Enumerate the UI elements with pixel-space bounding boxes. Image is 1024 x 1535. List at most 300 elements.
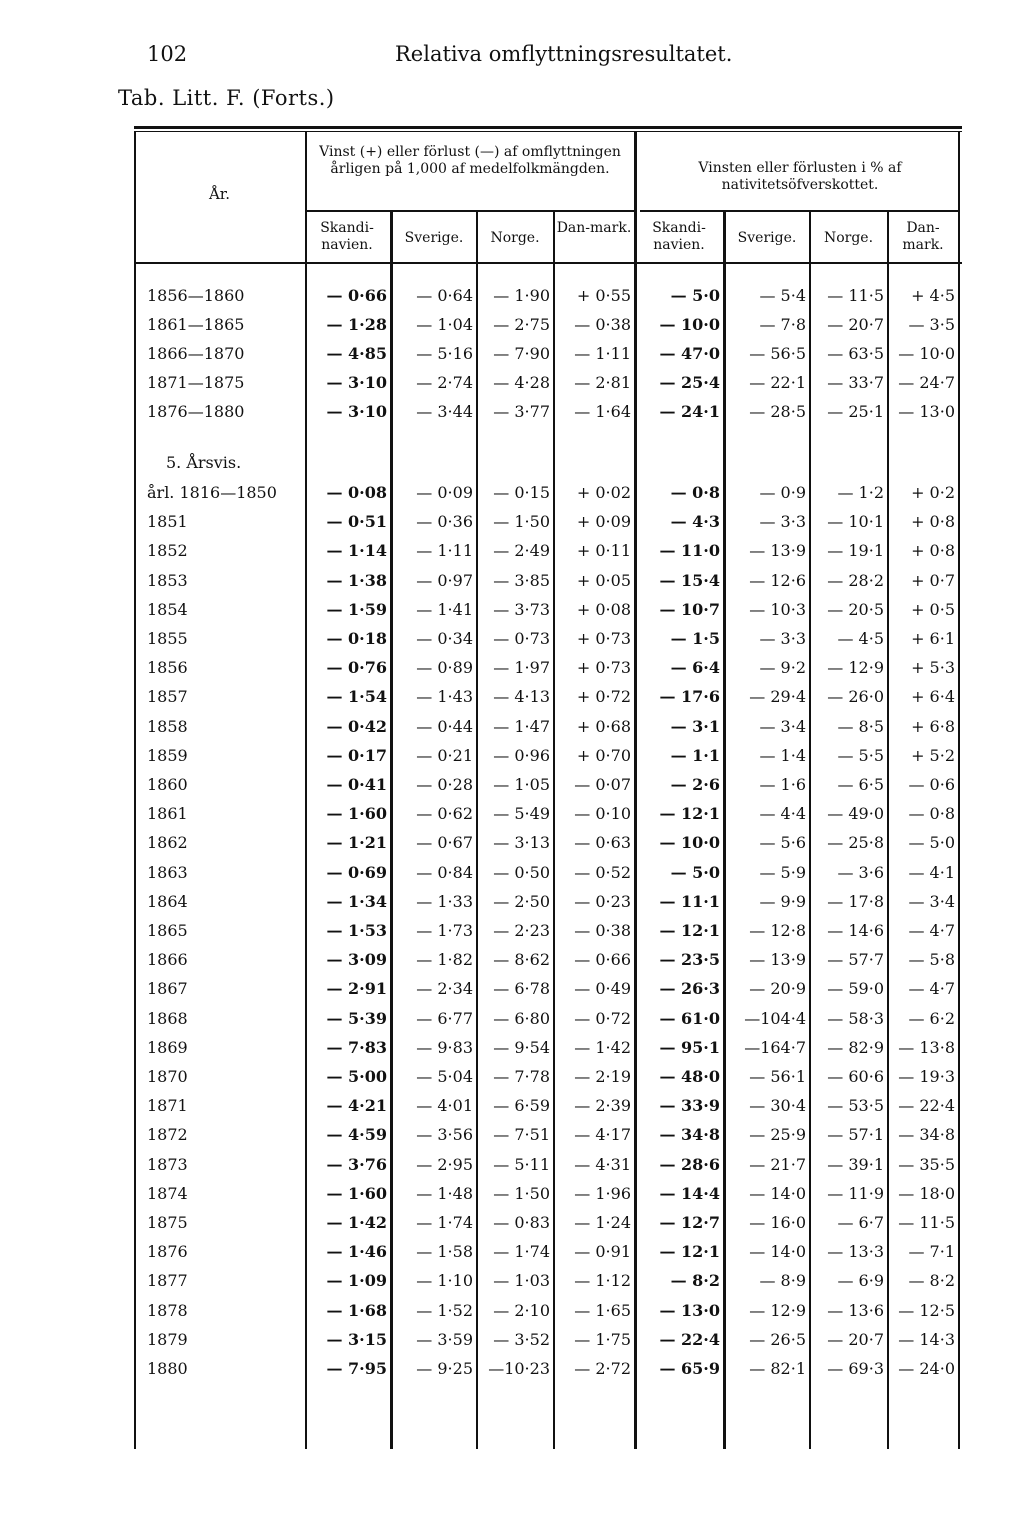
cell-col-3: — 3·85: [493, 570, 550, 590]
cell-col-6: — 5·9: [759, 862, 806, 882]
cell-col-4: — 2·39: [574, 1096, 631, 1116]
cell-col-6: — 12·9: [749, 1300, 806, 1320]
cell-col-1: — 1·14: [326, 541, 387, 561]
cell-col-4: — 4·17: [574, 1125, 631, 1145]
cell-col-5: — 25·4: [659, 373, 720, 392]
cell-col-5: — 11·1: [659, 891, 720, 911]
table-row: [0, 1005, 1024, 1033]
cell-col-4: + 0·09: [576, 512, 631, 532]
cell-col-7: — 39·1: [827, 1154, 884, 1174]
cell-col-1: — 1·42: [326, 1213, 387, 1232]
cell-col-3: — 9·54: [493, 1037, 550, 1057]
cell-col-7: — 13·3: [827, 1242, 884, 1262]
table-row: [0, 479, 1024, 507]
cell-col-3: — 6·59: [493, 1096, 550, 1116]
table-row: [0, 742, 1024, 770]
cell-col-3: — 2·23: [493, 921, 550, 940]
cell-col-1: — 7·95: [326, 1359, 387, 1378]
cell-col-1: — 0·69: [326, 862, 387, 882]
cell-col-4: + 0·73: [576, 658, 631, 678]
cell-col-7: — 5·5: [837, 745, 884, 765]
table-row: [0, 1063, 1024, 1091]
cell-col-3: — 7·78: [493, 1067, 550, 1086]
cell-col-5: — 1·1: [670, 745, 720, 765]
cell-col-2: — 0·84: [416, 862, 473, 882]
header-col-4: Dan-mark.: [556, 220, 632, 236]
cell-col-6: — 3·3: [759, 512, 806, 532]
cell-col-6: — 12·8: [749, 921, 806, 940]
cell-col-5: — 22·4: [659, 1329, 720, 1349]
table-row: [0, 1180, 1024, 1208]
cell-col-4: — 0·07: [574, 775, 631, 794]
cell-col-5: — 12·1: [659, 804, 720, 824]
row-year: 1876: [147, 1242, 188, 1262]
row-year: 1879: [147, 1329, 188, 1349]
cell-col-7: — 1·2: [837, 483, 884, 502]
cell-col-6: — 5·6: [759, 833, 806, 853]
cell-col-6: — 10·3: [749, 599, 806, 619]
cell-col-4: + 0·70: [576, 745, 631, 765]
cell-col-6: — 13·9: [749, 541, 806, 561]
cell-col-4: — 2·72: [574, 1359, 631, 1378]
cell-col-3: — 3·13: [493, 833, 550, 853]
cell-col-1: — 0·08: [326, 483, 387, 502]
cell-col-8: + 5·2: [911, 745, 955, 765]
cell-col-2: — 1·73: [416, 921, 473, 940]
cell-col-6: — 16·0: [749, 1213, 806, 1232]
cell-col-5: — 23·5: [659, 950, 720, 970]
cell-col-7: — 19·1: [827, 541, 884, 561]
row-year: 1871—1875: [147, 373, 245, 392]
top-rule-thick: [134, 126, 962, 129]
cell-col-6: — 5·4: [759, 286, 806, 305]
row-year: 1876—1880: [147, 402, 245, 421]
cell-col-3: — 2·49: [493, 541, 550, 561]
cell-col-5: — 10·7: [659, 599, 720, 619]
cell-col-1: — 3·10: [326, 402, 387, 421]
cell-col-4: — 0·91: [574, 1242, 631, 1262]
cell-col-8: — 19·3: [898, 1067, 955, 1086]
cell-col-8: — 0·6: [908, 775, 955, 794]
cell-col-6: — 22·1: [749, 373, 806, 392]
cell-col-1: — 1·28: [326, 315, 387, 334]
cell-col-2: — 0·44: [416, 716, 473, 736]
cell-col-1: — 3·10: [326, 373, 387, 392]
cell-col-2: — 1·52: [416, 1300, 473, 1320]
cell-col-8: — 5·8: [908, 950, 955, 970]
cell-col-2: — 0·97: [416, 570, 473, 590]
cell-col-8: — 13·8: [898, 1037, 955, 1057]
cell-col-1: — 0·66: [326, 286, 387, 305]
cell-col-3: — 0·96: [493, 745, 550, 765]
cell-col-5: — 14·4: [659, 1183, 720, 1203]
cell-col-3: — 4·13: [493, 687, 550, 707]
cell-col-3: — 0·83: [493, 1213, 550, 1232]
cell-col-7: — 53·5: [827, 1096, 884, 1116]
cell-col-6: — 3·3: [759, 629, 806, 648]
cell-col-5: — 61·0: [659, 1008, 720, 1028]
cell-col-7: — 20·5: [827, 599, 884, 619]
cell-col-4: — 1·65: [574, 1300, 631, 1320]
cell-col-3: — 4·28: [493, 373, 550, 392]
cell-col-8: — 7·1: [908, 1242, 955, 1262]
row-year: 1864: [147, 891, 188, 911]
header-col-8: Dan-mark.: [902, 220, 944, 253]
cell-col-5: — 5·0: [670, 862, 720, 882]
table-row: [0, 596, 1024, 624]
cell-col-2: — 9·83: [416, 1037, 473, 1057]
cell-col-3: — 7·51: [493, 1125, 550, 1145]
cell-col-8: + 0·7: [911, 570, 955, 590]
row-year: 1858: [147, 716, 188, 736]
cell-col-4: — 0·49: [574, 979, 631, 999]
cell-col-4: + 0·02: [576, 483, 631, 502]
cell-col-8: + 5·3: [911, 658, 955, 678]
cell-col-4: — 1·42: [574, 1037, 631, 1057]
cell-col-7: — 28·2: [827, 570, 884, 590]
cell-col-5: — 48·0: [659, 1067, 720, 1086]
cell-col-6: — 9·9: [759, 891, 806, 911]
header-col-2: Sverige.: [404, 230, 464, 246]
cell-col-7: — 49·0: [827, 804, 884, 824]
table-row: [0, 1355, 1024, 1383]
cell-col-3: — 0·73: [493, 629, 550, 648]
cell-col-3: — 1·47: [493, 716, 550, 736]
cell-col-2: — 1·58: [416, 1242, 473, 1262]
cell-col-1: — 2·91: [326, 979, 387, 999]
cell-col-6: — 8·9: [759, 1271, 806, 1291]
row-year: 1857: [147, 687, 188, 707]
table-row: [0, 340, 1024, 368]
cell-col-3: — 0·15: [493, 483, 550, 502]
table-row: [0, 398, 1024, 426]
cell-col-1: — 0·76: [326, 658, 387, 678]
top-rule-thin: [134, 131, 962, 132]
cell-col-8: + 6·1: [911, 629, 955, 648]
cell-col-1: — 1·09: [326, 1271, 387, 1291]
cell-col-8: + 6·4: [911, 687, 955, 707]
row-year: 1854: [147, 599, 188, 619]
row-year: 1873: [147, 1154, 188, 1174]
cell-col-6: — 9·2: [759, 658, 806, 678]
cell-col-4: — 2·19: [574, 1067, 631, 1086]
cell-col-7: — 11·5: [827, 286, 884, 305]
cell-col-2: — 3·59: [416, 1329, 473, 1349]
row-year: 1851: [147, 512, 188, 532]
cell-col-5: — 13·0: [659, 1300, 720, 1320]
cell-col-4: — 1·24: [574, 1213, 631, 1232]
cell-col-1: — 1·53: [326, 921, 387, 940]
cell-col-2: — 1·33: [416, 891, 473, 911]
cell-col-6: — 25·9: [749, 1125, 806, 1145]
cell-col-2: — 1·43: [416, 687, 473, 707]
group2-subrule: [640, 210, 960, 212]
row-year: 1862: [147, 833, 188, 853]
cell-col-4: + 0·72: [576, 687, 631, 707]
cell-col-8: — 14·3: [898, 1329, 955, 1349]
cell-col-4: — 1·12: [574, 1271, 631, 1291]
cell-col-8: — 35·5: [898, 1154, 955, 1174]
cell-col-7: — 25·1: [827, 402, 884, 421]
cell-col-7: — 69·3: [827, 1359, 884, 1378]
cell-col-5: — 8·2: [670, 1271, 720, 1291]
cell-col-2: — 6·77: [416, 1008, 473, 1028]
cell-col-4: — 1·11: [574, 344, 631, 363]
cell-col-8: — 6·2: [908, 1008, 955, 1028]
cell-col-1: — 0·17: [326, 745, 387, 765]
cell-col-7: — 12·9: [827, 658, 884, 678]
cell-col-4: — 0·52: [574, 862, 631, 882]
cell-col-5: — 2·6: [670, 775, 720, 794]
row-year: 1869: [147, 1037, 188, 1057]
row-year: 1878: [147, 1300, 188, 1320]
cell-col-6: — 56·5: [749, 344, 806, 363]
cell-col-6: — 29·4: [749, 687, 806, 707]
table-row: [0, 1297, 1024, 1325]
cell-col-2: — 3·56: [416, 1125, 473, 1145]
cell-col-7: — 20·7: [827, 315, 884, 334]
cell-col-8: — 18·0: [898, 1183, 955, 1203]
header-year: År.: [208, 185, 231, 203]
cell-col-6: — 56·1: [749, 1067, 806, 1086]
cell-col-6: — 14·0: [749, 1183, 806, 1203]
cell-col-7: — 13·6: [827, 1300, 884, 1320]
cell-col-4: — 1·75: [574, 1329, 631, 1349]
cell-col-1: — 5·00: [326, 1067, 387, 1086]
cell-col-7: — 59·0: [827, 979, 884, 999]
cell-col-8: — 24·0: [898, 1359, 955, 1378]
running-title: Relativa omflyttningsresultatet.: [395, 42, 733, 66]
cell-col-7: — 3·6: [837, 862, 884, 882]
cell-col-2: — 5·16: [416, 344, 473, 363]
cell-col-1: — 1·59: [326, 599, 387, 619]
cell-col-7: — 17·8: [827, 891, 884, 911]
group1-subrule: [305, 210, 635, 212]
table-row: [0, 369, 1024, 397]
header-col-6: Sverige.: [737, 230, 797, 246]
table-row: [0, 888, 1024, 916]
row-year: 1861: [147, 804, 188, 824]
cell-col-8: + 0·2: [911, 483, 955, 502]
cell-col-5: — 34·8: [659, 1125, 720, 1145]
table-row: [0, 683, 1024, 711]
cell-col-2: — 1·10: [416, 1271, 473, 1291]
cell-col-3: — 5·49: [493, 804, 550, 824]
cell-col-4: — 2·81: [574, 373, 631, 392]
table-row: [0, 917, 1024, 945]
cell-col-4: + 0·11: [576, 541, 631, 561]
row-year: 1866—1870: [147, 344, 245, 363]
cell-col-5: — 26·3: [659, 979, 720, 999]
row-year: 1880: [147, 1359, 188, 1378]
row-year: 1856—1860: [147, 286, 245, 305]
cell-col-6: — 12·6: [749, 570, 806, 590]
cell-col-5: — 0·8: [670, 483, 720, 502]
cell-col-5: — 3·1: [670, 716, 720, 736]
cell-col-1: — 7·83: [326, 1037, 387, 1057]
cell-col-5: — 1·5: [670, 629, 720, 648]
cell-col-3: — 6·80: [493, 1008, 550, 1028]
cell-col-5: — 4·3: [670, 512, 720, 532]
cell-col-2: — 0·67: [416, 833, 473, 853]
cell-col-8: — 0·8: [908, 804, 955, 824]
cell-col-1: — 0·42: [326, 716, 387, 736]
cell-col-3: — 3·73: [493, 599, 550, 619]
row-year: 1853: [147, 570, 188, 590]
cell-col-5: — 47·0: [659, 344, 720, 363]
cell-col-8: — 13·0: [898, 402, 955, 421]
table-row: [0, 1092, 1024, 1120]
table-caption: Tab. Litt. F. (Forts.): [118, 86, 335, 110]
cell-col-2: — 1·41: [416, 599, 473, 619]
cell-col-4: + 0·55: [576, 286, 631, 305]
cell-col-8: + 0·5: [911, 599, 955, 619]
cell-col-8: — 3·5: [908, 315, 955, 334]
cell-col-1: — 1·38: [326, 570, 387, 590]
cell-col-5: — 12·1: [659, 921, 720, 940]
row-year: 1859: [147, 745, 188, 765]
table-row: [0, 508, 1024, 536]
cell-col-6: — 7·8: [759, 315, 806, 334]
cell-col-1: — 4·59: [326, 1125, 387, 1145]
cell-col-3: — 2·50: [493, 891, 550, 911]
cell-col-4: — 1·96: [574, 1183, 631, 1203]
row-year: 1870: [147, 1067, 188, 1086]
cell-col-2: — 0·89: [416, 658, 473, 678]
row-year: 1860: [147, 775, 188, 794]
cell-col-2: — 2·34: [416, 979, 473, 999]
cell-col-8: — 12·5: [898, 1300, 955, 1320]
cell-col-5: — 95·1: [659, 1037, 720, 1057]
header-group1: Vinst (+) eller förlust (—) af omflyttningen årligen på 1,000 af medelfolkmängden.: [319, 144, 621, 177]
cell-col-2: — 0·36: [416, 512, 473, 532]
section-label: 5. Årsvis.: [166, 453, 242, 472]
cell-col-7: — 8·5: [837, 716, 884, 736]
cell-col-2: — 1·04: [416, 315, 473, 334]
cell-col-8: — 24·7: [898, 373, 955, 392]
cell-col-2: — 9·25: [416, 1359, 473, 1378]
row-year: 1868: [147, 1008, 188, 1028]
cell-col-8: — 11·5: [898, 1213, 955, 1232]
cell-col-3: — 1·90: [493, 286, 550, 305]
cell-col-7: — 63·5: [827, 344, 884, 363]
cell-col-7: — 57·7: [827, 950, 884, 970]
cell-col-8: + 6·8: [911, 716, 955, 736]
row-year: årl. 1816—1850: [147, 483, 277, 502]
cell-col-7: — 11·9: [827, 1183, 884, 1203]
cell-col-5: — 11·0: [659, 541, 720, 561]
cell-col-3: — 5·11: [493, 1154, 550, 1174]
row-year: 1863: [147, 862, 188, 882]
cell-col-3: — 0·50: [493, 862, 550, 882]
cell-col-4: — 0·72: [574, 1008, 631, 1028]
cell-col-7: — 33·7: [827, 373, 884, 392]
cell-col-8: + 4·5: [911, 286, 955, 305]
header-group2: Vinsten eller förlusten i % af nativitetsöfverskottet.: [698, 160, 902, 193]
cell-col-7: — 58·3: [827, 1008, 884, 1028]
table-row: [0, 1121, 1024, 1149]
table-row: [0, 946, 1024, 974]
table-row: [0, 1238, 1024, 1266]
cell-col-5: — 33·9: [659, 1096, 720, 1116]
row-year: 1877: [147, 1271, 188, 1291]
cell-col-8: — 22·4: [898, 1096, 955, 1116]
row-year: 1865: [147, 921, 188, 940]
cell-col-3: — 1·03: [493, 1271, 550, 1291]
table-row: [0, 713, 1024, 741]
row-year: 1867: [147, 979, 188, 999]
cell-col-3: — 7·90: [493, 344, 550, 363]
cell-col-1: — 1·68: [326, 1300, 387, 1320]
header-col-7: Norge.: [823, 230, 874, 246]
cell-col-6: — 0·9: [759, 483, 806, 502]
cell-col-7: — 60·6: [827, 1067, 884, 1086]
cell-col-1: — 3·15: [326, 1329, 387, 1349]
header-col-3: Norge.: [490, 230, 540, 246]
table-row: [0, 1034, 1024, 1062]
cell-col-1: — 4·21: [326, 1096, 387, 1116]
row-year: 1866: [147, 950, 188, 970]
cell-col-4: — 0·38: [574, 315, 631, 334]
table-row: [0, 975, 1024, 1003]
cell-col-6: —164·7: [744, 1037, 806, 1057]
row-year: 1875: [147, 1213, 188, 1232]
cell-col-6: — 21·7: [749, 1154, 806, 1174]
cell-col-2: — 0·28: [416, 775, 473, 794]
header-bottom-rule: [134, 262, 962, 264]
cell-col-5: — 10·0: [659, 315, 720, 334]
cell-col-1: — 0·41: [326, 775, 387, 794]
cell-col-1: — 1·60: [326, 804, 387, 824]
cell-col-2: — 0·21: [416, 745, 473, 765]
cell-col-2: — 4·01: [416, 1096, 473, 1116]
cell-col-3: — 1·50: [493, 512, 550, 532]
cell-col-8: — 4·7: [908, 921, 955, 940]
cell-col-2: — 1·74: [416, 1213, 473, 1232]
cell-col-4: — 4·31: [574, 1154, 631, 1174]
table-row: [0, 311, 1024, 339]
cell-col-1: — 0·51: [326, 512, 387, 532]
cell-col-6: — 1·4: [759, 745, 806, 765]
cell-col-7: — 6·7: [837, 1213, 884, 1232]
cell-col-4: — 0·10: [574, 804, 631, 824]
cell-col-6: — 3·4: [759, 716, 806, 736]
cell-col-8: — 5·0: [908, 833, 955, 853]
cell-col-4: — 0·38: [574, 921, 631, 940]
cell-col-8: + 0·8: [911, 541, 955, 561]
cell-col-7: — 82·9: [827, 1037, 884, 1057]
cell-col-7: — 4·5: [837, 629, 884, 648]
cell-col-5: — 10·0: [659, 833, 720, 853]
cell-col-6: — 82·1: [749, 1359, 806, 1378]
row-year: 1856: [147, 658, 188, 678]
cell-col-6: — 4·4: [759, 804, 806, 824]
cell-col-5: — 28·6: [659, 1154, 720, 1174]
cell-col-1: — 3·09: [326, 950, 387, 970]
page-number: 102: [147, 42, 188, 66]
cell-col-1: — 5·39: [326, 1008, 387, 1028]
cell-col-4: + 0·05: [576, 570, 631, 590]
cell-col-5: — 6·4: [670, 658, 720, 678]
cell-col-2: — 1·48: [416, 1183, 473, 1203]
cell-col-4: — 0·23: [574, 891, 631, 911]
row-year: 1861—1865: [147, 315, 245, 334]
cell-col-1: — 0·18: [326, 629, 387, 648]
cell-col-6: — 28·5: [749, 402, 806, 421]
cell-col-7: — 57·1: [827, 1125, 884, 1145]
cell-col-8: — 3·4: [908, 891, 955, 911]
cell-col-4: — 1·64: [574, 402, 631, 421]
